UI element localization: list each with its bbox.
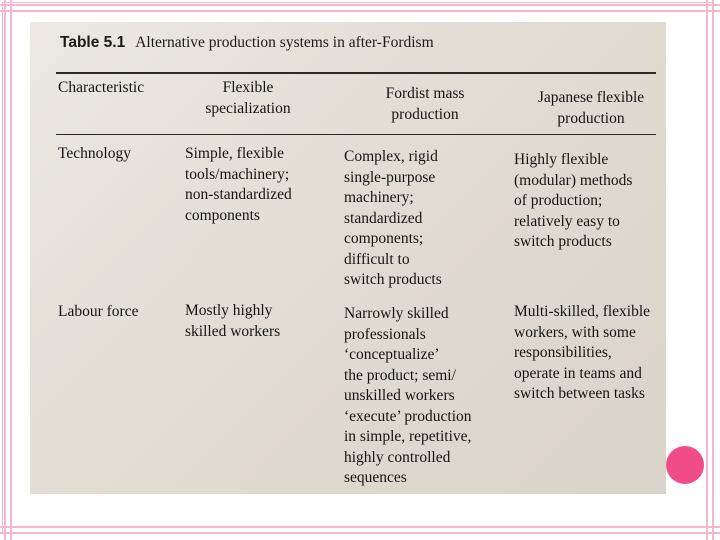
cell-labour-flexible xyxy=(185,301,280,342)
cell-line: operate in teams and xyxy=(514,364,642,382)
frame-line-right-inner xyxy=(706,0,708,540)
header-line: specialization xyxy=(205,99,291,117)
header-characteristic: Characteristic xyxy=(58,79,145,96)
cell-labour-fordist xyxy=(344,304,472,489)
header-line: Fordist mass xyxy=(385,85,465,102)
cell-line: standardized xyxy=(344,209,423,227)
header-line: production xyxy=(557,109,625,127)
book-page-photo xyxy=(30,22,666,494)
frame-line-left xyxy=(4,0,6,540)
cell-line: Highly flexible xyxy=(514,151,609,168)
header-japanese-flexible-production xyxy=(516,88,666,129)
cell-line: Narrowly skilled xyxy=(344,305,449,322)
cell-line: highly controlled xyxy=(344,448,451,466)
cell-line: sequences xyxy=(344,469,407,486)
frame-line-top xyxy=(0,4,720,6)
cell-line: of production; xyxy=(514,192,603,209)
cell-line: professionals xyxy=(344,325,426,343)
row-label-labour-force: Labour force xyxy=(58,303,139,320)
cell-line: difficult to xyxy=(344,250,410,268)
cell-labour-japanese xyxy=(514,302,650,405)
frame-line-right xyxy=(712,0,714,540)
header-line: Flexible xyxy=(222,79,274,96)
pink-accent-circle xyxy=(666,446,704,484)
cell-technology-flexible xyxy=(185,144,292,226)
cell-line: machinery; xyxy=(344,189,414,206)
cell-line: skilled workers xyxy=(185,322,281,340)
header-flexible-specialization xyxy=(188,78,308,119)
cell-line: Mostly highly xyxy=(185,302,273,319)
header-line: Japanese flexible xyxy=(537,89,645,106)
cell-line: Multi-skilled, flexible xyxy=(514,303,651,320)
cell-line: single-purpose xyxy=(344,168,436,186)
cell-line: tools/machinery; xyxy=(185,165,290,183)
cell-line: the product; semi/ xyxy=(344,366,456,384)
cell-line: (modular) methods xyxy=(514,171,633,189)
cell-line: in simple, repetitive, xyxy=(344,428,472,445)
table-title xyxy=(60,34,434,52)
table-number: Table 5.1 xyxy=(60,34,126,51)
cell-line: responsibilities, xyxy=(514,344,612,361)
row-label-technology: Technology xyxy=(58,145,131,162)
cell-line: non-standardized xyxy=(185,186,292,203)
frame-line-bottom-inner xyxy=(0,526,720,528)
frame-line-left-inner xyxy=(10,0,12,540)
cell-line: unskilled workers xyxy=(344,387,455,404)
cell-line: Complex, rigid xyxy=(344,148,438,165)
table-top-rule xyxy=(56,72,656,74)
frame-line-top-inner xyxy=(0,10,720,12)
header-line: production xyxy=(391,105,459,123)
cell-technology-fordist xyxy=(344,147,442,291)
header-fordist-mass-production xyxy=(350,84,500,125)
cell-line: ‘execute’ production xyxy=(344,407,472,425)
cell-line: Simple, flexible xyxy=(185,145,285,162)
cell-line: workers, with some xyxy=(514,323,636,341)
table-caption: Alternative production systems in after-Fordism xyxy=(135,34,434,51)
cell-line: relatively easy to xyxy=(514,212,620,230)
cell-line: ‘conceptualize’ xyxy=(344,346,440,363)
frame-line-bottom xyxy=(0,532,720,534)
cell-line: switch products xyxy=(514,233,612,250)
header-bottom-rule xyxy=(56,134,656,135)
cell-line: components xyxy=(185,206,260,224)
cell-technology-japanese xyxy=(514,150,632,253)
cell-line: components; xyxy=(344,230,424,247)
cell-line: switch products xyxy=(344,271,442,288)
cell-line: switch between tasks xyxy=(514,385,645,402)
